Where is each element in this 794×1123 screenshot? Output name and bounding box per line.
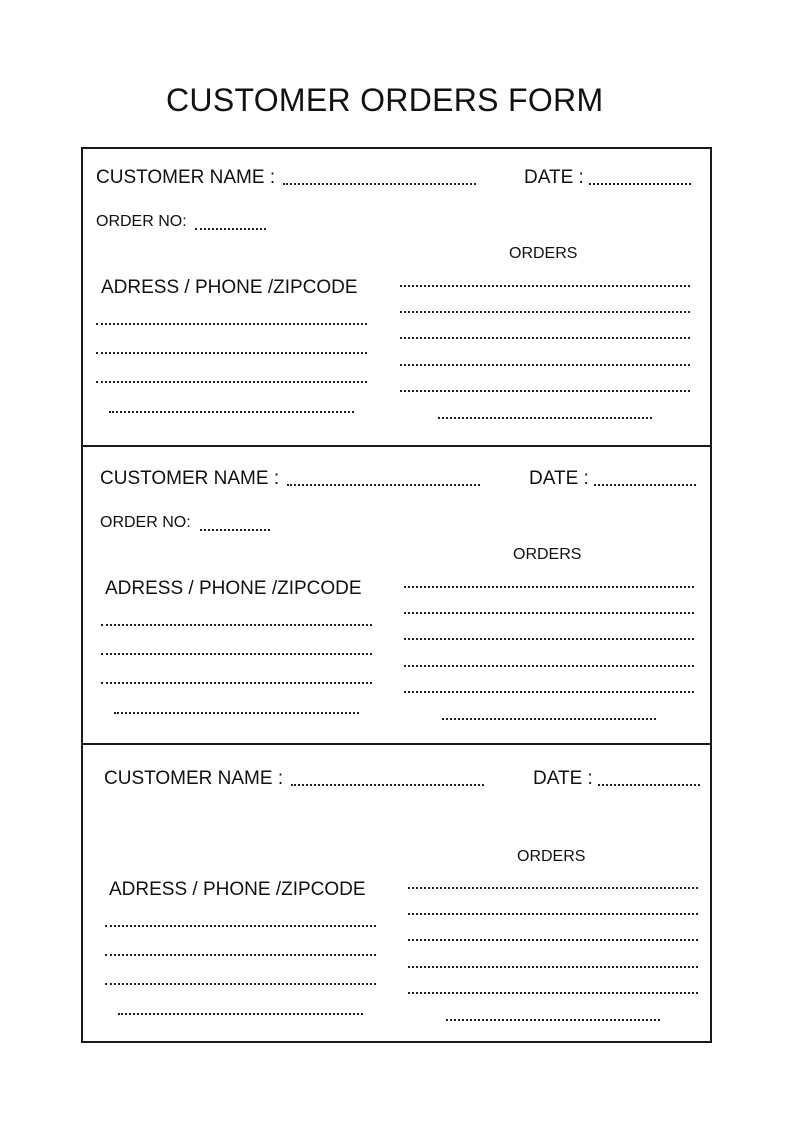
date-label: DATE :: [524, 167, 584, 188]
date-field[interactable]: [589, 181, 691, 185]
address-line-3[interactable]: [101, 680, 372, 684]
orders-line-1[interactable]: [408, 885, 698, 889]
order-no-label: ORDER NO:: [96, 213, 187, 230]
orders-line-3[interactable]: [400, 335, 690, 339]
address-line-1[interactable]: [101, 622, 372, 626]
orders-line-2[interactable]: [404, 610, 694, 614]
customer-name-field[interactable]: [287, 482, 480, 486]
orders-line-5[interactable]: [408, 990, 698, 994]
orders-label: ORDERS: [513, 546, 582, 563]
form-title: CUSTOMER ORDERS FORM: [166, 82, 604, 118]
address-line-2[interactable]: [105, 952, 376, 956]
date-label: DATE :: [533, 768, 593, 789]
address-label: ADRESS / PHONE /ZIPCODE: [109, 879, 366, 900]
customer-name-label: CUSTOMER NAME :: [100, 468, 280, 489]
order-section-1: [81, 147, 712, 447]
order-no-field[interactable]: [195, 226, 266, 230]
orders-line-3[interactable]: [408, 937, 698, 941]
date-label: DATE :: [529, 468, 589, 489]
orders-line-5[interactable]: [400, 388, 690, 392]
customer-name-field[interactable]: [283, 181, 476, 185]
date-field[interactable]: [594, 482, 696, 486]
orders-line-6[interactable]: [442, 716, 656, 720]
address-line-1[interactable]: [96, 321, 367, 325]
address-line-2[interactable]: [101, 651, 372, 655]
orders-line-6[interactable]: [438, 415, 652, 419]
orders-line-1[interactable]: [400, 283, 690, 287]
customer-name-label: CUSTOMER NAME :: [104, 768, 284, 789]
order-section-3: [81, 743, 712, 1043]
order-section-2: [81, 445, 712, 745]
orders-line-2[interactable]: [408, 911, 698, 915]
orders-line-3[interactable]: [404, 636, 694, 640]
orders-line-4[interactable]: [400, 362, 690, 366]
address-line-3[interactable]: [96, 379, 367, 383]
orders-line-4[interactable]: [404, 663, 694, 667]
address-line-4[interactable]: [118, 1011, 363, 1015]
orders-label: ORDERS: [509, 245, 578, 262]
orders-line-5[interactable]: [404, 689, 694, 693]
address-label: ADRESS / PHONE /ZIPCODE: [101, 277, 358, 298]
address-line-4[interactable]: [109, 409, 354, 413]
customer-name-field[interactable]: [291, 782, 484, 786]
address-line-1[interactable]: [105, 923, 376, 927]
address-line-4[interactable]: [114, 710, 359, 714]
orders-line-1[interactable]: [404, 584, 694, 588]
address-line-3[interactable]: [105, 981, 376, 985]
orders-line-6[interactable]: [446, 1017, 660, 1021]
orders-label: ORDERS: [517, 848, 586, 865]
orders-line-2[interactable]: [400, 309, 690, 313]
address-label: ADRESS / PHONE /ZIPCODE: [105, 578, 362, 599]
order-no-label: ORDER NO:: [100, 514, 191, 531]
date-field[interactable]: [598, 782, 700, 786]
order-no-field[interactable]: [200, 527, 270, 531]
address-line-2[interactable]: [96, 350, 367, 354]
orders-line-4[interactable]: [408, 964, 698, 968]
customer-name-label: CUSTOMER NAME :: [96, 167, 276, 188]
